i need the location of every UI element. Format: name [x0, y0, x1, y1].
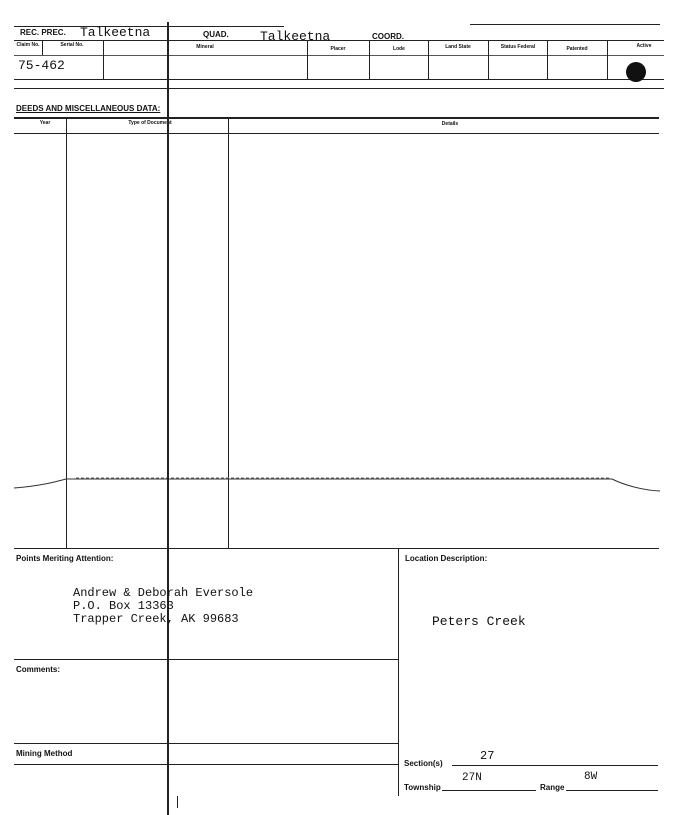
- township-label: Township: [404, 783, 441, 792]
- active-dot: [626, 62, 646, 82]
- range-value: 8W: [584, 771, 598, 783]
- claim-col-divider-5: [428, 40, 429, 79]
- scan-fold-line: [0, 470, 678, 500]
- address-line-2: P.O. Box 13363: [73, 599, 174, 613]
- deeds-title: DEEDS AND MISCELLANEOUS DATA:: [16, 104, 161, 113]
- claim-table-top-rule: [14, 40, 664, 41]
- mining-label: Mining Method: [16, 749, 73, 758]
- lode-header: Lode: [393, 46, 405, 52]
- claim-table-bottom-rule: [14, 79, 664, 80]
- owner-address: [73, 587, 253, 626]
- coord-label: COORD.: [372, 32, 404, 41]
- status-federal-header: Status Federal: [500, 44, 536, 50]
- township-underline: [442, 790, 536, 791]
- points-label: Points Meriting Attention:: [16, 554, 114, 563]
- rec-prec-label: REC. PREC.: [20, 28, 66, 37]
- township-value: 27N: [462, 772, 482, 784]
- deeds-top-rule: [14, 117, 659, 119]
- address-line-1: Andrew & Deborah Eversole: [73, 586, 254, 600]
- claim-col-divider-4: [369, 40, 370, 79]
- claim-no-header: Claim No.: [16, 42, 40, 48]
- range-underline: [566, 790, 658, 791]
- claim-col-divider-8: [607, 40, 608, 79]
- claim-col-divider-6: [488, 40, 489, 79]
- serial-no-header: Serial No.: [60, 42, 84, 48]
- header-top-rule-right: [470, 24, 660, 25]
- address-line-3: Trapper Creek, AK 99683: [73, 612, 239, 626]
- section-underline: [452, 765, 658, 766]
- land-state-header: Land State: [445, 44, 471, 50]
- deeds-header-rule: [14, 133, 659, 134]
- comments-top-rule: [14, 659, 398, 660]
- section-value: 27: [480, 749, 495, 763]
- deeds-bottom-rule: [14, 548, 659, 549]
- location-label: Location Description:: [405, 554, 488, 563]
- claim-col-divider-3: [307, 40, 308, 79]
- fold-vertical-line: [167, 22, 169, 815]
- placer-header: Placer: [330, 46, 346, 52]
- claim-table-header-rule: [14, 55, 664, 56]
- active-header: Active: [636, 43, 652, 49]
- range-label: Range: [540, 783, 565, 792]
- claim-col-divider-1: [42, 40, 43, 55]
- comments-label: Comments:: [16, 665, 61, 674]
- year-header: Year: [39, 120, 51, 126]
- location-value: Peters Creek: [432, 614, 526, 629]
- claim-table-bottom-rule-2: [14, 88, 664, 89]
- details-header: Details: [441, 121, 459, 127]
- rec-prec-value: Talkeetna: [80, 25, 151, 40]
- quad-value: Talkeetna: [260, 29, 331, 44]
- claim-col-divider-2: [103, 40, 104, 79]
- patented-header: Patented: [566, 46, 588, 52]
- bottom-divider: [398, 548, 399, 796]
- stray-mark: [177, 796, 178, 808]
- mineral-header: Mineral: [196, 44, 214, 50]
- quad-label: QUAD.: [203, 30, 229, 39]
- claim-no-value: 75-462: [18, 58, 65, 73]
- mining-bottom-rule: [14, 764, 398, 765]
- type-header: Type of Document: [128, 120, 172, 126]
- mining-top-rule: [14, 743, 398, 744]
- section-label: Section(s): [404, 759, 443, 768]
- claim-col-divider-7: [547, 40, 548, 79]
